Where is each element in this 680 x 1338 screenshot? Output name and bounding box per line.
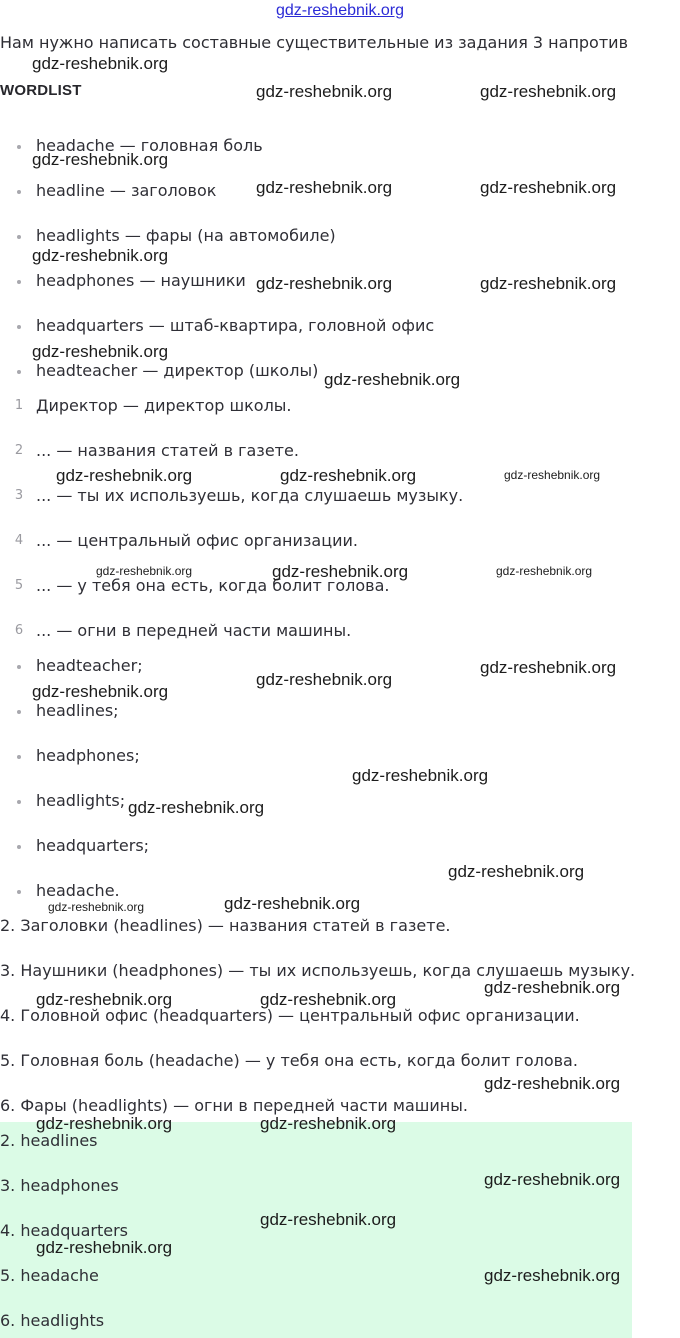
watermark: gdz-reshebnik.org xyxy=(32,682,169,701)
watermark: gdz-reshebnik.org xyxy=(260,990,397,1009)
item-number: 1 xyxy=(14,398,24,413)
watermark: gdz-reshebnik.org xyxy=(256,82,393,101)
watermark: gdz-reshebnik.org xyxy=(448,862,585,881)
short-answer-line: 2. headlines xyxy=(0,1131,98,1150)
watermark: gdz-reshebnik.org xyxy=(324,370,461,389)
watermark: gdz-reshebnik.org xyxy=(96,564,193,578)
full-answer-line: 5. Головная боль (headache) — у тебя она есть, когда болит голова. xyxy=(0,1051,578,1070)
bullet-icon xyxy=(17,370,21,374)
full-answer-line: 3. Наушники (headphones) — ты их используешь, когда слушаешь музыку. xyxy=(0,961,636,980)
watermark: gdz-reshebnik.org xyxy=(480,178,617,197)
watermark: gdz-reshebnik.org xyxy=(484,1266,621,1285)
bullet-icon xyxy=(17,145,21,149)
short-answer-line: 5. headache xyxy=(0,1266,99,1285)
full-answer-line: 4. Головной офис (headquarters) — центральный офис организации. xyxy=(0,1006,580,1025)
watermark: gdz-reshebnik.org xyxy=(36,1114,173,1133)
bullet-icon xyxy=(17,710,21,714)
item-number: 6 xyxy=(14,623,24,638)
item-number: 4 xyxy=(14,533,24,548)
watermark: gdz-reshebnik.org xyxy=(480,82,617,101)
watermark: gdz-reshebnik.org xyxy=(48,900,145,914)
watermark: gdz-reshebnik.org xyxy=(260,1210,397,1229)
intro-text: Нам нужно написать составные существительные из задания 3 напротив xyxy=(0,33,628,52)
watermark: gdz-reshebnik.org xyxy=(256,178,393,197)
watermark: gdz-reshebnik.org xyxy=(256,274,393,293)
short-answer-line: 6. headlights xyxy=(0,1311,105,1330)
watermark: gdz-reshebnik.org xyxy=(280,466,417,485)
watermark: gdz-reshebnik.org xyxy=(256,670,393,689)
watermark: gdz-reshebnik.org xyxy=(32,150,169,169)
watermark: gdz-reshebnik.org xyxy=(272,562,409,581)
watermark: gdz-reshebnik.org xyxy=(484,978,621,997)
watermark: gdz-reshebnik.org xyxy=(480,274,617,293)
item-number: 5 xyxy=(14,578,24,593)
bullet-icon xyxy=(17,665,21,669)
short-answer-line: 4. headquarters xyxy=(0,1221,129,1240)
short-answer-line: 3. headphones xyxy=(0,1176,119,1195)
watermark: gdz-reshebnik.org xyxy=(484,1074,621,1093)
watermark: gdz-reshebnik.org xyxy=(224,894,361,913)
full-answer-line: 6. Фары (headlights) — огни в передней части машины. xyxy=(0,1096,468,1115)
watermark: gdz-reshebnik.org xyxy=(128,798,265,817)
watermark: gdz-reshebnik.org xyxy=(496,564,593,578)
watermark: gdz-reshebnik.org xyxy=(352,766,489,785)
full-answer-line: 2. Заголовки (headlines) — названия статей в газете. xyxy=(0,916,451,935)
watermark: gdz-reshebnik.org xyxy=(484,1170,621,1189)
watermark: gdz-reshebnik.org xyxy=(504,468,601,482)
bullet-icon xyxy=(17,235,21,239)
bullet-icon xyxy=(17,755,21,759)
bullet-icon xyxy=(17,800,21,804)
watermark: gdz-reshebnik.org xyxy=(480,658,617,677)
bullet-icon xyxy=(17,190,21,194)
bullet-icon xyxy=(17,325,21,329)
item-number: 3 xyxy=(14,488,24,503)
watermark: gdz-reshebnik.org xyxy=(32,54,169,73)
watermark: gdz-reshebnik.org xyxy=(32,342,169,361)
wordlist-title: WORDLIST xyxy=(0,82,82,99)
watermark: gdz-reshebnik.org xyxy=(36,1238,173,1257)
item-number: 2 xyxy=(14,443,24,458)
bullet-icon xyxy=(17,280,21,284)
bullet-icon xyxy=(17,845,21,849)
watermark: gdz-reshebnik.org xyxy=(260,1114,397,1133)
watermark: gdz-reshebnik.org xyxy=(32,246,169,265)
watermark: gdz-reshebnik.org xyxy=(56,466,193,485)
bullet-icon xyxy=(17,890,21,894)
site-link[interactable]: gdz-reshebnik.org xyxy=(275,2,405,19)
watermark: gdz-reshebnik.org xyxy=(36,990,173,1009)
